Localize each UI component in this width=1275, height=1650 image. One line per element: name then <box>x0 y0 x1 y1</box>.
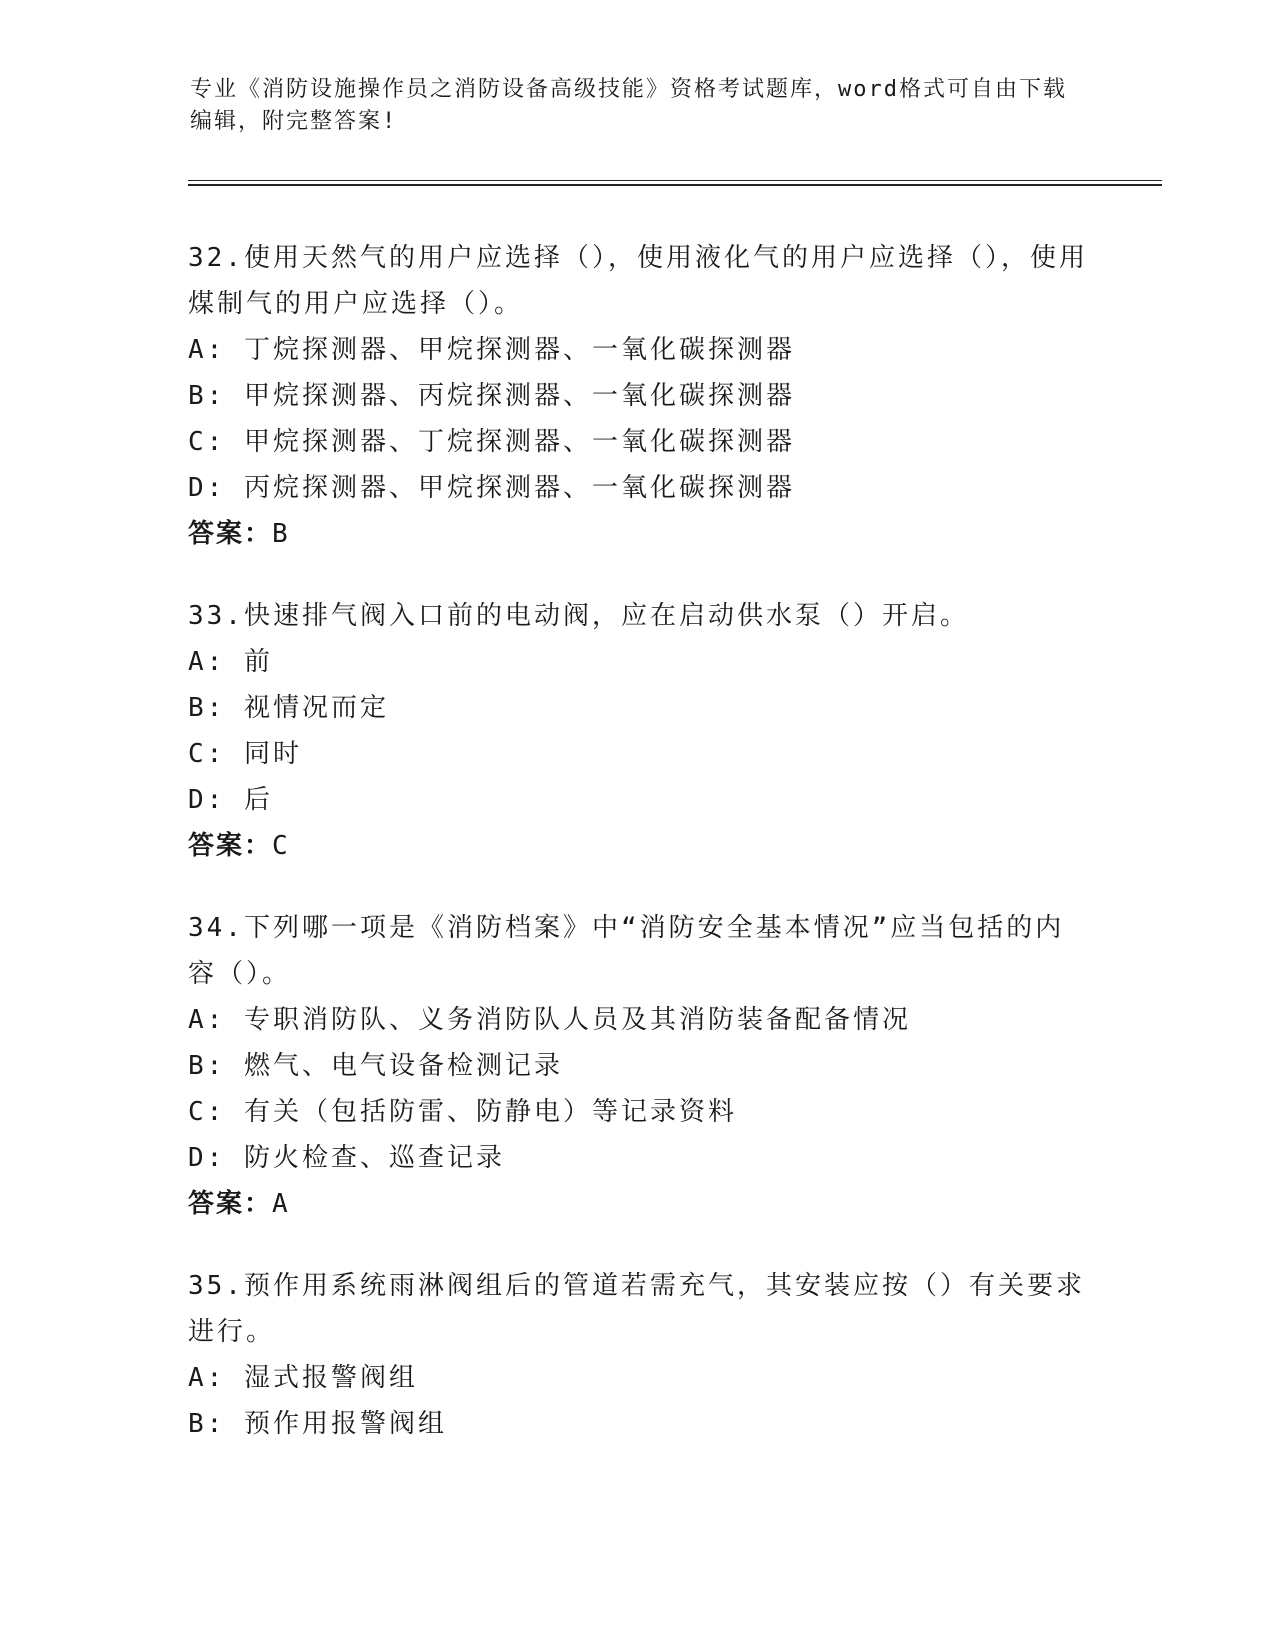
option-key: D: <box>188 473 226 503</box>
option-b <box>188 1043 1088 1089</box>
option-text: 同时 <box>243 739 302 769</box>
answer-value: C <box>272 831 290 861</box>
option-b <box>188 373 1088 419</box>
option-key: A: <box>188 647 226 677</box>
document-header: 专业《消防设施操作员之消防设备高级技能》资格考试题库，word格式可自由下载编辑，附完整答案! <box>190 77 1067 134</box>
answer-label: 答案： <box>188 831 273 861</box>
option-key: B: <box>188 381 226 411</box>
question-number: 34. <box>188 913 244 943</box>
question-text: 使用天然气的用户应选择（），使用液化气的用户应选择（），使用煤制气的用户应选择（）。 <box>188 243 1088 319</box>
answer-value: B <box>272 519 290 549</box>
answer-value: A <box>272 1189 290 1219</box>
option-text: 专职消防队、义务消防队人员及其消防装备配备情况 <box>243 1005 911 1035</box>
option-a <box>188 1355 1088 1401</box>
answer-line <box>188 823 1088 869</box>
option-a <box>188 639 1088 685</box>
option-text: 有关（包括防雷、防静电）等记录资料 <box>243 1097 737 1127</box>
option-text: 丙烷探测器、甲烷探测器、一氧化碳探测器 <box>243 473 795 503</box>
option-key: A: <box>188 1363 226 1393</box>
option-text: 前 <box>243 647 273 677</box>
question-number: 35. <box>188 1271 244 1301</box>
option-c <box>188 1089 1088 1135</box>
option-text: 视情况而定 <box>243 693 389 723</box>
option-text: 燃气、电气设备检测记录 <box>243 1051 563 1081</box>
answer-line <box>188 1181 1088 1227</box>
question-35 <box>188 1263 1088 1447</box>
option-d <box>188 777 1088 823</box>
answer-label: 答案： <box>188 519 273 549</box>
option-key: D: <box>188 1143 226 1173</box>
answer-label: 答案： <box>188 1189 273 1219</box>
option-a <box>188 327 1088 373</box>
option-d <box>188 465 1088 511</box>
option-key: A: <box>188 335 226 365</box>
option-c <box>188 731 1088 777</box>
option-b <box>188 1401 1088 1447</box>
question-list <box>188 235 1088 1483</box>
option-text: 丁烷探测器、甲烷探测器、一氧化碳探测器 <box>243 335 795 365</box>
option-key: B: <box>188 1051 226 1081</box>
option-key: A: <box>188 1005 226 1035</box>
option-d <box>188 1135 1088 1181</box>
question-stem <box>188 235 1088 327</box>
option-c <box>188 419 1088 465</box>
option-text: 甲烷探测器、丁烷探测器、一氧化碳探测器 <box>243 427 795 457</box>
option-a <box>188 997 1088 1043</box>
question-text: 快速排气阀入口前的电动阀，应在启动供水泵（）开启。 <box>243 601 969 631</box>
question-stem <box>188 1263 1088 1355</box>
option-text: 预作用报警阀组 <box>243 1409 447 1439</box>
option-key: C: <box>188 427 226 457</box>
option-key: C: <box>188 1097 226 1127</box>
option-key: B: <box>188 693 226 723</box>
option-text: 防火检查、巡查记录 <box>243 1143 505 1173</box>
question-number: 32. <box>188 243 244 273</box>
answer-line <box>188 511 1088 557</box>
question-text: 预作用系统雨淋阀组后的管道若需充气，其安装应按（）有关要求进行。 <box>188 1271 1085 1347</box>
question-text: 下列哪一项是《消防档案》中“消防安全基本情况”应当包括的内容（）。 <box>188 913 1065 989</box>
option-text: 甲烷探测器、丙烷探测器、一氧化碳探测器 <box>243 381 795 411</box>
option-text: 后 <box>243 785 273 815</box>
option-key: B: <box>188 1409 226 1439</box>
option-key: C: <box>188 739 226 769</box>
option-text: 湿式报警阀组 <box>243 1363 418 1393</box>
option-b <box>188 685 1088 731</box>
question-34 <box>188 905 1088 1227</box>
header-rule-thick <box>188 184 1162 186</box>
question-stem <box>188 593 1088 639</box>
question-stem <box>188 905 1088 997</box>
question-32 <box>188 235 1088 557</box>
question-33 <box>188 593 1088 869</box>
question-number: 33. <box>188 601 244 631</box>
option-key: D: <box>188 785 226 815</box>
header-rule-thin <box>188 180 1162 181</box>
